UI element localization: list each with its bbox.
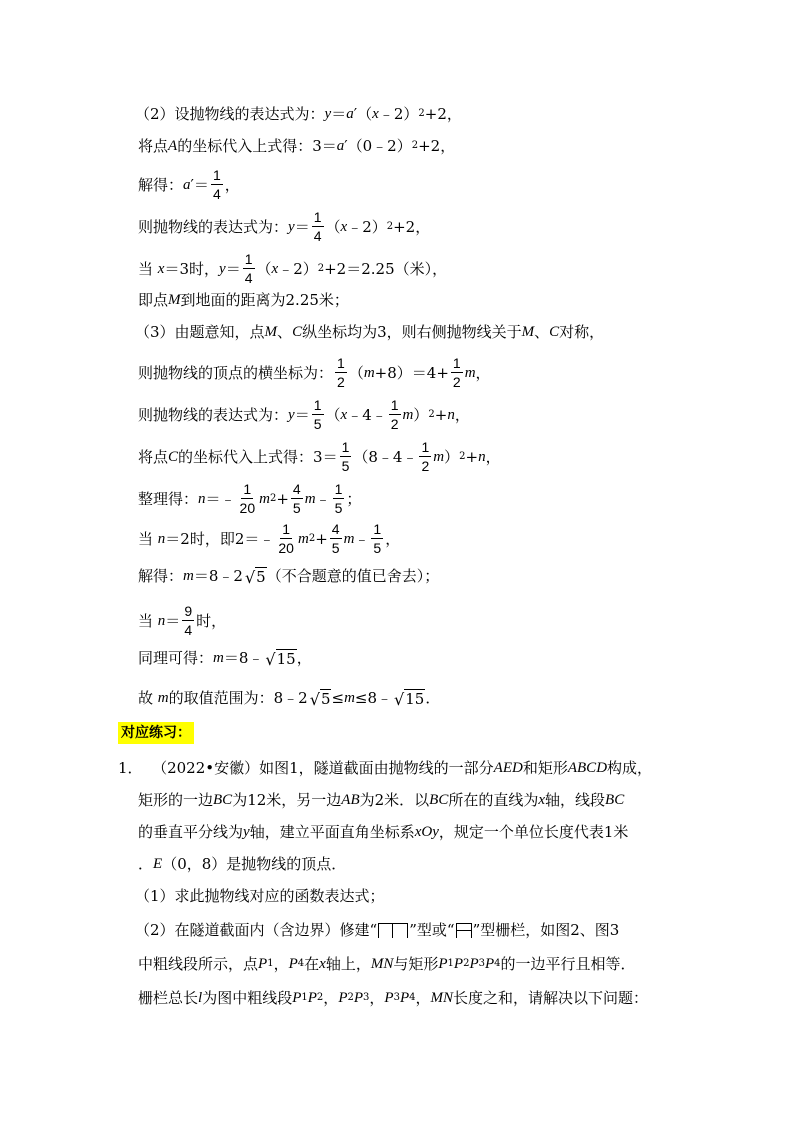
text: ﹣2） — [278, 259, 318, 278]
denominator: 2 — [337, 374, 345, 390]
problem-line-7: 中粗线段所示，点 P 1 ， P 4 在 x 轴上， MN 与矩形 P 1 P 2 P 3 P 4 的一边平行且相等． — [138, 955, 636, 973]
var-P: P — [384, 990, 394, 1006]
text: ＝3时， — [164, 259, 220, 278]
text: ”型或“ — [409, 921, 455, 939]
var-x: x — [538, 792, 546, 808]
var-C: C — [292, 324, 303, 340]
var-M: M — [168, 292, 181, 308]
square-root: √ 15 — [394, 689, 425, 709]
problem-line-1 — [118, 758, 652, 778]
numerator: 1 — [421, 439, 430, 455]
text: 解得： — [138, 175, 184, 194]
var-xOy: xOy — [414, 824, 439, 840]
var-P: P — [438, 956, 448, 972]
var-y: y — [288, 218, 295, 235]
numerator: 1 — [313, 397, 322, 413]
text: ′ — [353, 105, 358, 123]
text: + — [315, 529, 328, 548]
text: ， — [454, 405, 470, 424]
text: （2022•安徽）如图1，隧道截面由抛物线的一部分 — [152, 759, 494, 777]
var-y: y — [324, 106, 332, 122]
var-P: P — [453, 956, 464, 972]
text: 对称， — [559, 323, 605, 341]
var-P: P — [307, 990, 317, 1006]
text: 的坐标代入上式得：3＝ — [177, 137, 337, 155]
denominator: 4 — [244, 270, 253, 286]
text: （2）在隧道截面内（含边界）修建“ — [135, 921, 378, 939]
var-P: P — [484, 956, 495, 972]
text: ， — [224, 175, 240, 194]
fraction — [333, 482, 345, 515]
var-m: m — [363, 364, 375, 381]
text: ≤ — [331, 689, 345, 707]
denominator: 20 — [239, 500, 256, 516]
numerator: 1 — [244, 251, 253, 267]
solution-line-10: 将点 C 的坐标代入上式得：3＝ $\frac{1}{5}$ （8﹣4﹣ $\frac{1}{2}$ m ） 2 + n ， — [138, 439, 501, 474]
var-m: m — [464, 364, 476, 381]
var-P: P — [288, 956, 298, 972]
text: 、 — [534, 323, 550, 341]
fence-shape-b-icon — [456, 923, 472, 938]
text: 轴上， — [325, 955, 371, 973]
radicand: 5 — [320, 689, 331, 708]
text: （ — [256, 259, 272, 278]
text: 矩形的一边 — [138, 791, 214, 809]
var-n: n — [157, 530, 166, 547]
text: 和矩形 — [522, 759, 568, 777]
text: 轴，线段 — [545, 791, 606, 809]
text: 为2米．以 — [359, 791, 430, 809]
text: ＝8﹣ — [223, 649, 264, 667]
text: ， — [415, 989, 431, 1007]
var-ABCD: ABCD — [567, 760, 608, 776]
text: （0，8）是抛物线的顶点． — [162, 855, 347, 873]
text: （ — [325, 405, 341, 424]
var-m: m — [157, 690, 169, 706]
fraction — [340, 440, 352, 473]
text: ， — [296, 649, 312, 667]
numerator: 1 — [452, 355, 461, 371]
text: 故 — [138, 689, 154, 707]
var-M: M — [264, 324, 278, 340]
text: ﹣4﹣ — [347, 405, 387, 424]
var-a: a — [183, 176, 191, 193]
fraction — [451, 356, 463, 389]
text: + — [276, 489, 289, 508]
text: ﹣2） — [347, 217, 387, 236]
text: ） — [413, 405, 429, 424]
text: 为12米，另一边 — [232, 791, 342, 809]
solution-line-12: 当 n ＝2时，即2＝﹣ $\frac{1}{20}$ m 2 + $\frac{4}{5}$ m ﹣ $\frac{1}{5}$ ， — [138, 521, 401, 556]
numerator: 4 — [331, 521, 340, 537]
var-m: m — [343, 530, 355, 547]
numerator: 1 — [334, 481, 343, 497]
text: ． — [138, 855, 154, 873]
problem-line-3 — [138, 822, 628, 842]
text: 同理可得： — [138, 649, 214, 667]
text: 整理得： — [138, 489, 199, 508]
denominator: 4 — [184, 622, 193, 638]
var-l: l — [198, 990, 203, 1006]
text: + — [434, 405, 448, 424]
denominator: 5 — [331, 540, 340, 556]
text: （不合题意的值已舍去）； — [266, 567, 440, 585]
solution-line-4: 则抛物线的表达式为： y ＝ $\frac{1}{4}$ （ x ﹣2） 2 +2， — [138, 209, 431, 244]
text: （ — [348, 363, 364, 382]
solution-line-13 — [138, 566, 439, 586]
denominator: 2 — [452, 374, 461, 390]
text: ， — [485, 447, 501, 466]
numerator: 1 — [373, 521, 382, 537]
var-P: P — [338, 990, 348, 1006]
text: 时， — [196, 611, 227, 630]
solution-line-15 — [138, 648, 312, 668]
text: （0﹣2） — [347, 137, 412, 155]
text: 中粗线段所示，点 — [138, 955, 259, 973]
text: ﹣ — [354, 529, 370, 548]
var-M: M — [521, 324, 535, 340]
var-AB: AB — [341, 792, 360, 808]
var-x: x — [271, 260, 279, 277]
text: 将点 — [138, 137, 169, 155]
text: ′ — [190, 175, 194, 194]
fraction — [335, 356, 347, 389]
numerator: 1 — [337, 355, 345, 371]
text: ； — [346, 489, 362, 508]
text: ＝ — [331, 105, 347, 123]
var-P: P — [292, 990, 302, 1006]
numerator: 1 — [212, 167, 221, 183]
text: ，规定一个单位长度代表1米 — [438, 823, 629, 841]
var-m: m — [213, 650, 224, 666]
text: （8﹣4﹣ — [353, 447, 418, 466]
text: 栅栏总长 — [138, 989, 199, 1007]
radicand: 15 — [405, 689, 425, 708]
var-a: a — [336, 138, 345, 154]
fraction — [182, 604, 194, 637]
fraction — [276, 522, 296, 555]
fraction — [419, 440, 431, 473]
text: （1）求此抛物线对应的函数表达式； — [135, 887, 385, 905]
numerator: 1 — [282, 521, 291, 537]
text: + — [465, 447, 479, 466]
var-m: m — [433, 448, 445, 465]
var-n: n — [447, 406, 455, 423]
text: 将点 — [138, 447, 169, 466]
text: ＝8﹣2 — [193, 567, 243, 585]
radicand: 15 — [276, 649, 296, 668]
text: +2， — [418, 137, 456, 155]
var-m: m — [304, 490, 316, 507]
numerator: 1 — [341, 439, 350, 455]
var-n: n — [198, 490, 206, 507]
text: +2＝2.25（米）， — [324, 259, 448, 278]
text: ． — [425, 689, 441, 707]
solution-line-6 — [138, 290, 349, 310]
var-E: E — [153, 856, 163, 872]
problem-number: 1． — [118, 759, 143, 777]
var-m: m — [259, 490, 270, 507]
text: ＝ — [165, 611, 181, 630]
var-y: y — [243, 824, 250, 840]
text: ”型栅栏，如图2、图3 — [472, 921, 620, 939]
text: ， — [369, 989, 385, 1007]
text: ﹣ — [315, 489, 331, 508]
radicand: 5 — [256, 567, 266, 586]
text: ， — [323, 989, 339, 1007]
denominator: 4 — [313, 228, 322, 244]
numerator: 9 — [184, 603, 193, 619]
var-P: P — [399, 990, 410, 1006]
text: ′ — [344, 137, 348, 155]
text: 长度之和，请解决以下问题： — [453, 989, 649, 1007]
var-n: n — [157, 612, 166, 629]
text: ＝ — [294, 405, 310, 424]
text: （3）由题意知，点 — [135, 323, 265, 341]
fence-shape-a-icon — [378, 923, 408, 938]
denominator: 2 — [390, 416, 399, 432]
var-x: x — [340, 406, 348, 423]
text: 构成， — [607, 759, 653, 777]
text: （ — [357, 105, 373, 123]
solution-line-2: 将点 A 的坐标代入上式得：3＝ a ′ （0﹣2） 2 +2， — [138, 137, 456, 155]
text: 与矩形 — [393, 955, 439, 973]
solution-line-1: （2）设抛物线的表达式为： y ＝ a ′ （ x ﹣2） 2 +2， — [135, 105, 462, 123]
denominator: 5 — [292, 500, 301, 516]
denominator: 4 — [212, 186, 221, 202]
var-x: x — [319, 956, 326, 972]
var-m: m — [183, 568, 194, 584]
text: ＝ — [193, 175, 209, 194]
fraction — [238, 482, 258, 515]
numerator: 1 — [313, 209, 322, 225]
text: 当 — [138, 529, 154, 548]
var-P: P — [353, 990, 364, 1006]
var-x: x — [340, 218, 348, 235]
var-AED: AED — [493, 760, 523, 776]
denominator: 20 — [278, 540, 294, 556]
denominator: 5 — [334, 500, 343, 516]
var-P: P — [469, 956, 479, 972]
text: 到地面的距离为2.25米； — [180, 291, 349, 309]
text: 、 — [277, 323, 293, 341]
var-m: m — [402, 406, 414, 423]
var-x: x — [372, 106, 379, 122]
text: 纵坐标均为3，则右侧抛物线关于 — [302, 323, 522, 341]
var-BC: BC — [605, 792, 625, 808]
fraction — [330, 522, 342, 555]
fraction — [243, 252, 255, 285]
text: +2， — [393, 217, 431, 236]
var-A: A — [168, 138, 178, 154]
problem-line-5 — [135, 886, 385, 906]
text: 即点 — [138, 291, 169, 309]
fraction — [312, 398, 324, 431]
text: ＝﹣ — [205, 489, 236, 508]
denominator: 5 — [341, 458, 350, 474]
var-P: P — [258, 956, 268, 972]
text: 的垂直平分线为 — [138, 823, 244, 841]
text: 则抛物线的表达式为： — [138, 217, 289, 236]
solution-line-16 — [138, 688, 440, 708]
text: ， — [273, 955, 289, 973]
text: 当 — [138, 259, 154, 278]
text: 所在的直线为 — [448, 791, 539, 809]
solution-line-7 — [135, 322, 604, 342]
solution-line-8 — [138, 356, 491, 389]
text: +2， — [424, 105, 462, 123]
problem-line-4 — [138, 854, 346, 874]
fraction — [312, 210, 324, 243]
text: 为图中粗线段 — [202, 989, 293, 1007]
text: （ — [325, 217, 341, 236]
fraction — [371, 522, 383, 555]
var-a: a — [346, 106, 354, 122]
square-root: √ 5 — [309, 689, 331, 709]
fraction — [211, 168, 223, 201]
var-MN: MN — [430, 990, 454, 1006]
var-C: C — [549, 324, 560, 340]
problem-line-6 — [135, 920, 619, 940]
section-label-practice: 对应练习： — [118, 722, 194, 744]
var-MN: MN — [370, 956, 394, 972]
fraction — [291, 482, 303, 515]
var-m: m — [344, 690, 355, 706]
text: ＝ — [225, 259, 241, 278]
text: ， — [385, 529, 401, 548]
var-y: y — [219, 260, 226, 277]
problem-line-2 — [138, 790, 624, 810]
text: ≤8﹣ — [354, 689, 393, 707]
solution-line-5: 当 x ＝3时， y ＝ $\frac{1}{4}$ （ x ﹣2） 2 +2＝2.25（米）， — [138, 251, 448, 286]
text: 轴，建立平面直角坐标系 — [249, 823, 415, 841]
denominator: 5 — [313, 416, 322, 432]
denominator: 5 — [373, 540, 382, 556]
denominator: 2 — [421, 458, 430, 474]
text: 则抛物线的表达式为： — [138, 405, 289, 424]
var-y: y — [288, 406, 295, 423]
problem-line-8: 栅栏总长 l 为图中粗线段 P 1 P 2 ， P 2 P 3 ， P 3 P 4 ， MN 长度之和，请解决以下问题： — [138, 989, 649, 1007]
var-n: n — [478, 448, 486, 465]
var-BC: BC — [213, 792, 233, 808]
text: ﹣2） — [378, 105, 419, 123]
var-x: x — [157, 260, 165, 277]
var-C: C — [168, 448, 179, 465]
text: ， — [475, 363, 491, 382]
solution-line-3 — [138, 168, 240, 201]
text: ） — [444, 447, 460, 466]
square-root: √ 15 — [265, 649, 296, 669]
solution-line-11: 整理得： n ＝﹣ $\frac{1}{20}$ m 2 + $\frac{4}{5}$ m ﹣ $\frac{1}{5}$ ； — [138, 481, 362, 516]
numerator: 1 — [390, 397, 399, 413]
numerator: 1 — [243, 481, 252, 497]
text: 的取值范围为：8﹣2 — [168, 689, 308, 707]
numerator: 4 — [292, 481, 301, 497]
var-m: m — [297, 530, 309, 547]
text: 解得： — [138, 567, 184, 585]
fraction — [389, 398, 401, 431]
text: 当 — [138, 611, 154, 630]
solution-line-14 — [138, 604, 226, 637]
solution-line-9: 则抛物线的表达式为： y ＝ $\frac{1}{5}$ （ x ﹣4﹣ $\frac{1}{2}$ m ） 2 + n ， — [138, 397, 470, 432]
text: 的坐标代入上式得：3＝ — [178, 447, 338, 466]
square-root: √ 5 — [244, 567, 266, 587]
text: 则抛物线的顶点的横坐标为： — [138, 363, 334, 382]
text: ＝2时，即2＝﹣ — [165, 529, 275, 548]
text: （2）设抛物线的表达式为： — [135, 105, 325, 123]
var-BC: BC — [429, 792, 449, 808]
text: 的一边平行且相等． — [500, 955, 636, 973]
text: +8）＝4+ — [374, 363, 449, 382]
text: 在 — [304, 955, 320, 973]
text: ＝ — [294, 217, 310, 236]
